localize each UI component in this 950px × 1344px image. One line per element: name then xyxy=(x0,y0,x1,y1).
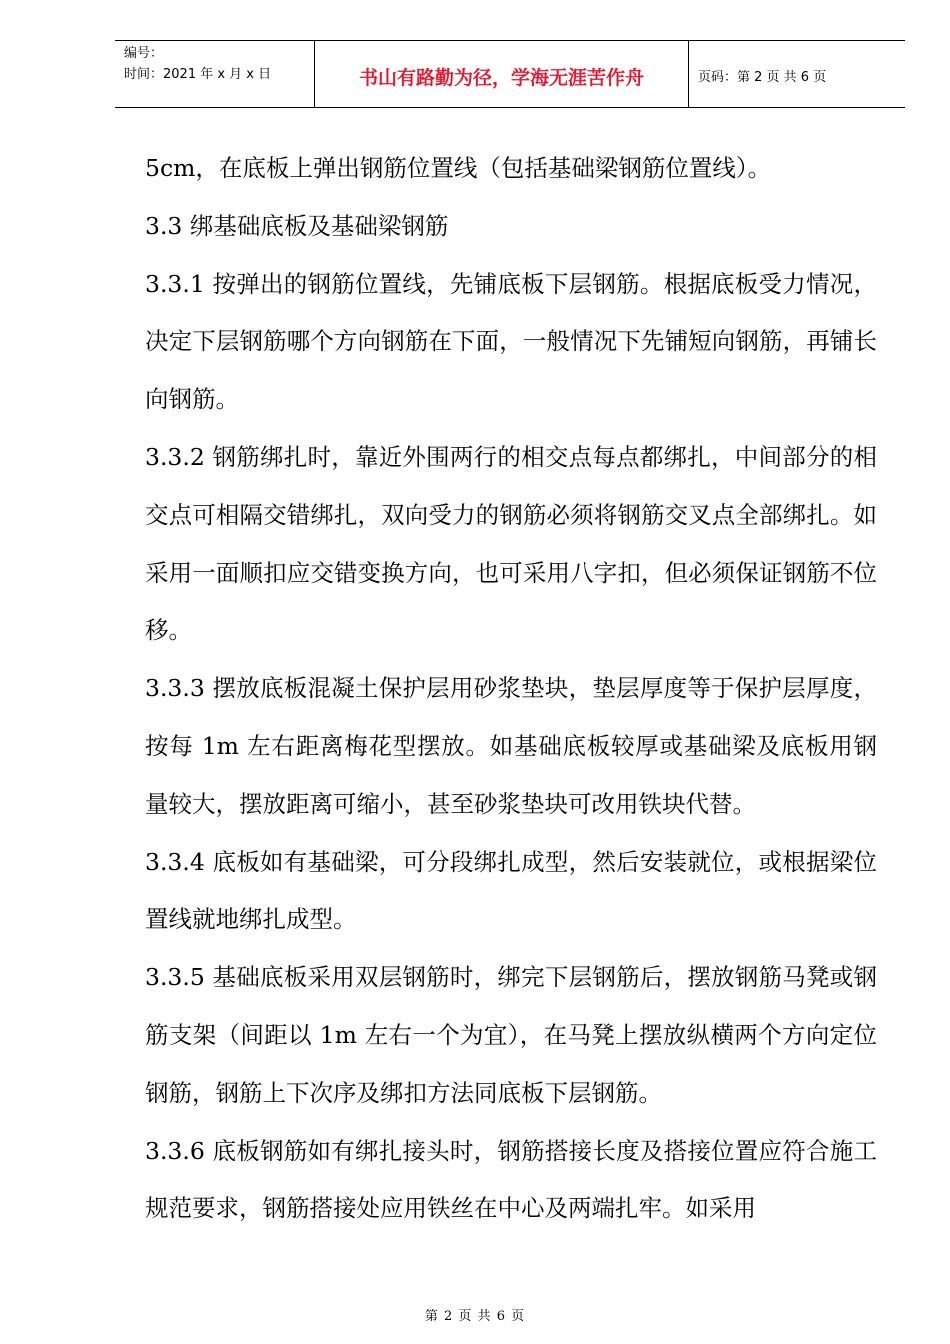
paragraph-3-3-1: 3.3.1 按弹出的钢筋位置线，先铺底板下层钢筋。根据底板受力情况，决定下层钢筋哪个方向钢筋在下面，一般情况下先铺短向钢筋，再铺长向钢筋。 xyxy=(145,269,877,414)
page-header xyxy=(115,40,905,108)
page-footer: 第 2 页 共 6 页 xyxy=(424,1309,526,1324)
section-heading-3-3: 3.3 绑基础底板及基础梁钢筋 xyxy=(145,211,449,240)
header-meta-cell xyxy=(115,41,315,107)
paragraph-3-3-2: 3.3.2 钢筋绑扎时，靠近外围两行的相交点每点都绑扎，中间部分的相交点可相隔交错绑扎，双向受力的钢筋必须将钢筋交叉点全部绑扎。如采用一面顺扣应交错变换方向，也可采用八字扣，但必须保证钢筋不位移。 xyxy=(145,442,877,645)
header-motto: 书山有路勤为径，学海无涯苦作舟 xyxy=(358,67,644,89)
paragraph-3-3-3: 3.3.3 摆放底板混凝土保护层用砂浆垫块，垫层厚度等于保护层厚度，按每 1m 左右距离梅花型摆放。如基础底板较厚或基础梁及底板用钢量较大，摆放距离可缩小，甚至砂浆垫块可改用铁块代替。 xyxy=(145,674,877,818)
header-page-cell xyxy=(689,41,905,107)
document-body xyxy=(145,140,877,1238)
paragraph-3-3-6: 3.3.6 底板钢筋如有绑扎接头时，钢筋搭接长度及搭接位置应符合施工规范要求，钢筋搭接处应用铁丝在中心及两端扎牢。如采用 xyxy=(145,1136,877,1223)
document-date-label: 时间：2021 年 x 月 x 日 xyxy=(124,67,272,82)
document-number-label: 编号： xyxy=(124,46,164,61)
header-motto-cell xyxy=(315,41,689,107)
paragraph-continuation: 5cm，在底板上弹出钢筋位置线（包括基础梁钢筋位置线）。 xyxy=(145,154,772,182)
paragraph-3-3-5: 3.3.5 基础底板采用双层钢筋时，绑完下层钢筋后，摆放钢筋马凳或钢筋支架（间距以 1m 左右一个为宜），在马凳上摆放纵横两个方向定位钢筋，钢筋上下次序及绑扣方法同底板下层钢筋。 xyxy=(145,963,877,1107)
header-page-info: 页码：第 2 页 共 6 页 xyxy=(698,70,827,85)
paragraph-3-3-4: 3.3.4 底板如有基础梁，可分段绑扎成型，然后安装就位，或根据梁位置线就地绑扎成型。 xyxy=(145,847,877,934)
